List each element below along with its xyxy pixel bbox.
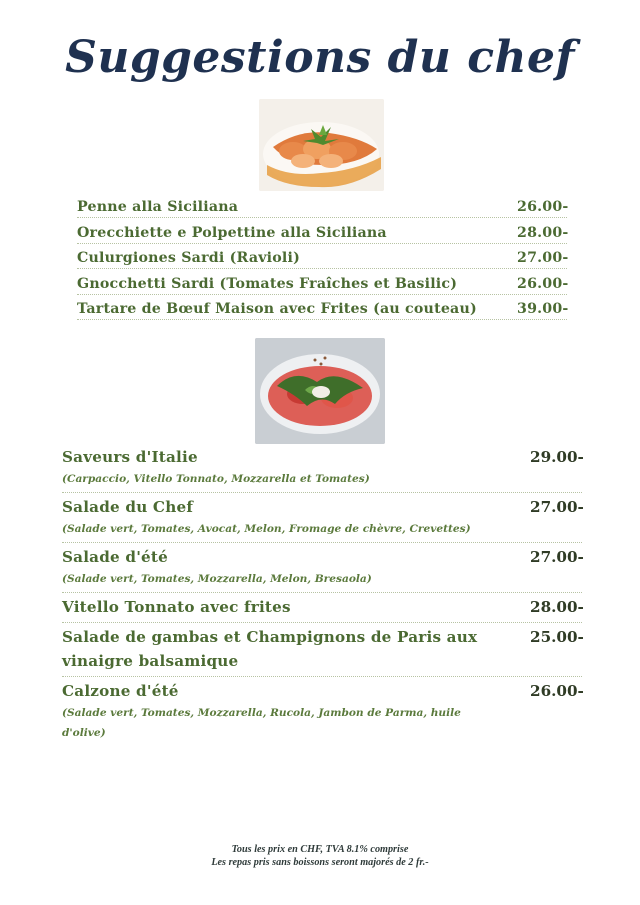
pasta-menu-list: [77, 193, 567, 320]
footer-line: Les repas pris sans boissons seront majorés de 2 fr.-: [211, 857, 429, 868]
dish-price: 25.00-: [530, 628, 584, 646]
menu-item: [62, 443, 582, 493]
dish-name: Salade de gambas et Champignons de Paris aux vinaigre balsamique: [62, 628, 478, 670]
dish-price: 26.00-: [530, 682, 584, 700]
dish-name: Gnocchetti Sardi (Tomates Fraîches et Basilic): [77, 275, 458, 292]
dish-name: Vitello Tonnato avec frites: [62, 598, 291, 616]
dish-price: 39.00-: [517, 300, 569, 317]
dish-name: Salade du Chef: [62, 498, 194, 516]
price-footnote: [0, 843, 640, 869]
carpaccio-dish-photo: [255, 338, 385, 444]
dish-name: Saveurs d'Italie: [62, 448, 198, 466]
dish-price: 27.00-: [530, 548, 584, 566]
dish-price: 28.00-: [517, 224, 569, 241]
dish-price: 26.00-: [517, 199, 569, 216]
dish-name: Culurgiones Sardi (Ravioli): [77, 250, 300, 267]
dish-name: Orecchiette e Polpettine alla Siciliana: [77, 224, 387, 241]
dish-description: (Salade vert, Tomates, Mozzarella, Melon, Bresaola): [62, 573, 372, 585]
menu-item: [62, 677, 582, 746]
menu-item: [62, 623, 582, 677]
dish-price: 28.00-: [530, 598, 584, 616]
page-title: Suggestions du chef: [65, 32, 575, 83]
menu-row: [77, 269, 567, 294]
dish-price: 29.00-: [530, 448, 584, 466]
dish-price: 27.00-: [530, 498, 584, 516]
dish-name: Tartare de Bœuf Maison avec Frites (au couteau): [77, 300, 477, 317]
antipasti-menu-list: [62, 443, 582, 746]
menu-item: [62, 593, 582, 623]
menu-row: [77, 218, 567, 243]
dish-description: (Salade vert, Tomates, Mozzarella, Rucola, Jambon de Parma, huile d'olive): [62, 707, 461, 739]
dish-name: Calzone d'été: [62, 682, 179, 700]
menu-item: [62, 493, 582, 543]
menu-row: [77, 244, 567, 269]
pasta-dish-photo: [259, 99, 384, 191]
dish-description: (Salade vert, Tomates, Avocat, Melon, Fromage de chèvre, Crevettes): [62, 523, 471, 535]
dish-price: 27.00-: [517, 250, 569, 267]
dish-description: (Carpaccio, Vitello Tonnato, Mozzarella et Tomates): [62, 473, 370, 485]
menu-row: [77, 295, 567, 320]
dish-name: Salade d'été: [62, 548, 168, 566]
dish-name: Penne alla Siciliana: [77, 199, 239, 216]
menu-item: [62, 543, 582, 593]
menu-row: [77, 193, 567, 218]
footer-line: Tous les prix en CHF, TVA 8.1% comprise: [231, 844, 409, 855]
dish-price: 26.00-: [517, 275, 569, 292]
